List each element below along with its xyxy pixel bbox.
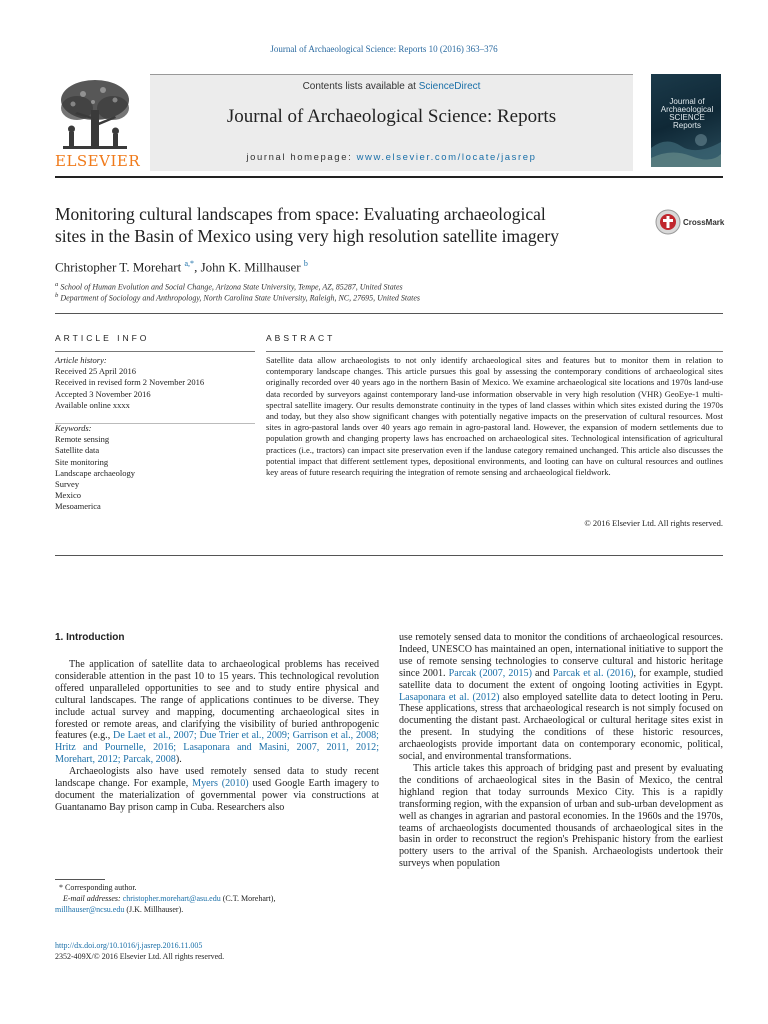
journal-title: Journal of Archaeological Science: Reports [226, 106, 557, 127]
doi-link[interactable]: http://dx.doi.org/10.1016/j.jasrep.2016.11.005 [55, 941, 203, 950]
article-info-heading: ARTICLE INFO [55, 333, 150, 343]
paragraph [55, 766, 379, 814]
text-run: , for example, studied satellite data to document the extent of ongoing looting activities in Egypt. [399, 667, 723, 691]
text-run: Archaeologists also have used remotely sensed data to study recent landscape change. For example, [55, 766, 379, 790]
sciencedirect-link[interactable]: ScienceDirect [418, 81, 481, 92]
homepage-link[interactable]: www.elsevier.com/locate/jasrep [356, 152, 537, 163]
citation-link[interactable]: Myers (2010) [192, 778, 249, 790]
abstract-rule [266, 351, 723, 352]
affiliation-mark: a [55, 281, 59, 288]
crossmark-icon[interactable] [655, 209, 681, 240]
keyword-item: Mexico [55, 490, 81, 501]
body-rule [55, 555, 723, 556]
keyword-item: Remote sensing [55, 434, 110, 445]
affiliation-text: Department of Sociology and Anthropology, North Carolina State University, Raleigh, NC, 27695, United States [60, 293, 421, 303]
citation-link[interactable]: Lasaponara et al. (2012) [399, 691, 500, 703]
cover-title-line: Journal of [669, 97, 705, 106]
section-rule [55, 313, 723, 314]
author-name: Christopher T. Morehart [55, 259, 182, 275]
cover-title [653, 98, 721, 130]
corresponding-author-note [55, 882, 379, 893]
tree-icon [55, 74, 135, 154]
citation-link[interactable]: De Laet et al., 2007; Due Trier et al., 2009; Garrison et al., 2008; Hritz and Pournelle, 2016; Lasaponara and Masini, 2007, 2011, 2012; Morehart, 2012; Parcak, 2008 [55, 730, 379, 766]
author-list [55, 259, 308, 275]
body-column-left [55, 659, 379, 814]
history-item: Available online xxxx [55, 399, 130, 410]
article-title [55, 203, 635, 247]
email-note [55, 893, 379, 904]
history-heading: Article history: [55, 355, 107, 365]
affiliation-mark: b [55, 292, 59, 299]
journal-reference[interactable]: Journal of Archaeological Science: Reports 10 (2016) 363–376 [270, 44, 498, 54]
article-info-rule [55, 351, 255, 352]
paragraph: This article takes this approach of bridging past and present by evaluating the conditions of archaeological sites in the Basin of Mexico, the central highland region that today surrounds Mexico City. This is a rapidly transforming region, with the expansion of urban and sub-urban development as well as changes in agrarian and pastoral economies. In the 1960s and the 1970s, teams of archaeologists documented thousands of archaeological sites in the basin in order to reconstruct the region's Prehispanic history from the earliest pottery users to the arrival of the Spanish. Archaeologists undertook their surveys when population [399, 762, 723, 870]
footnote-text: Corresponding author. [65, 883, 137, 892]
author-name: John K. Millhauser [200, 259, 301, 275]
cover-title-line: Reports [672, 121, 701, 130]
text-run: also employed satellite data to detect looting in Peru. These applications, stress that archaeological research is not simply focused on documenting the distant past. Archaeological or cultural heritage sites exist in the present. In studying the conditions of these historic resources, archaeologists provide important data on contemporary economic, political, social, and environmental transformations. [399, 691, 723, 763]
author-affiliation-mark[interactable]: b [303, 259, 308, 268]
title-line: sites in the Basin of Mexico using very high resolution satellite imagery [55, 226, 560, 246]
homepage-prefix: journal homepage: [246, 152, 357, 163]
keyword-item: Site monitoring [55, 456, 109, 467]
affiliation-b [55, 292, 420, 303]
text-run: ). [175, 754, 182, 766]
elsevier-wordmark: ELSEVIER [55, 152, 141, 170]
email-note [55, 904, 379, 915]
history-item: Accepted 3 November 2016 [55, 388, 151, 399]
keywords-heading: Keywords: [55, 423, 92, 433]
issn-copyright: 2352-409X/© 2016 Elsevier Ltd. All rights reserved. [55, 952, 225, 961]
affiliation-text: School of Human Evolution and Social Change, Arizona State University, Tempe, AZ, 85287, United States [60, 282, 403, 292]
text-run: used Google Earth imagery to document the materialization of governmental power via constructions at Guantanamo Bay prison camp in Cuba. Researchers also [55, 778, 379, 813]
title-line: Monitoring cultural landscapes from space: Evaluating archaeological [55, 204, 546, 224]
keyword-item: Survey [55, 479, 80, 490]
body-column-right [399, 632, 723, 870]
history-item: Received 25 April 2016 [55, 366, 136, 377]
email-owner: (J.K. Millhauser). [124, 905, 184, 914]
cover-title-line: Archaeological [660, 105, 714, 114]
cover-title-line: SCIENCE [669, 113, 705, 122]
crossmark-label[interactable]: CrossMark [683, 218, 725, 227]
abstract-text: Satellite data allow archaeologists to not only identify archaeological sites and features but to monitor them in relation to contemporary landscape changes. This article pursues this goal by assessing the contemporary conditions of archaeological sites originally recorded over 40 years ago in the northern Basin of Mexico. We examine archaeological site locations and 1970s land-use data recorded by surveyors against contemporary land-use information observable in very high resolution (VHR) GeoEye-1 multi-spectral satellite imagery. Our results demonstrate continuity in the types of land classes within which sites existed during the 1970s and today, but they also show significant changes with potentially negative impacts on the preservation of cultural resources. Most sites in agro-pastoral lands over 40 years ago remain in agro-pastoral land. However, the expansion of modern settlements due to population growth and changing property laws has encroached on archaeological sites. Technological intensification of agricultural practices (i.e., tractors) can impact site preservation even if the landuse category remained unchanged. This article also discusses the potential impact that different settlement types, depositional environments, and looting can have on cultural resources and outlines key areas of future research requiring the integration of remote sensing and archaeological fieldwork. [266, 355, 723, 478]
footnotes [55, 882, 379, 915]
keyword-item: Mesoamerica [55, 501, 101, 512]
keyword-item: Landscape archaeology [55, 467, 135, 478]
email-label: E-mail addresses: [63, 894, 123, 903]
header-rule [55, 176, 723, 178]
text-run: and [531, 667, 553, 679]
paragraph [399, 632, 723, 763]
citation-link[interactable]: Parcak (2007, 2015) [448, 667, 532, 679]
email-link[interactable]: millhauser@ncsu.edu [55, 905, 125, 914]
footnote-mark: * [59, 883, 63, 892]
text-run: use remotely sensed data to monitor the conditions of archaeological resources. Indeed, UNESCO has maintained an open, international initiative to support the use of remote sensing technologies to conserve cultural and historic heritage since 2001. [399, 632, 723, 679]
article-history [55, 355, 255, 411]
affiliation-a [55, 281, 403, 292]
footnote-rule [55, 879, 105, 880]
text-run: The application of satellite data to archaeological problems has received considerable attention in the past 10 to 15 years. This technological revolution offered unparalleled opportunities to see and to study entire physical and cultural landscapes. The range of applications continues to be diverse. They include actual survey and mapping, documenting archaeological sites in forested or remote areas, and clarifying the visibility of buried anthropogenic features (e.g., [55, 659, 379, 742]
keywords [55, 423, 255, 513]
homepage-line [150, 152, 633, 163]
cover-image [651, 128, 721, 167]
keyword-item: Satellite data [55, 445, 100, 456]
contents-prefix: Contents lists available at [302, 81, 419, 92]
doi-block [55, 940, 379, 962]
abstract-copyright: © 2016 Elsevier Ltd. All rights reserved. [584, 518, 723, 528]
citation-link[interactable]: Parcak et al. (2016) [552, 667, 634, 679]
contents-line [150, 81, 633, 92]
history-item: Received in revised form 2 November 2016 [55, 377, 205, 388]
author-affiliation-mark[interactable]: a,* [184, 259, 195, 268]
email-owner: (C.T. Morehart), [220, 894, 276, 903]
email-link[interactable]: christopher.morehart@asu.edu [122, 894, 221, 903]
paragraph [55, 659, 379, 766]
introduction-heading: 1. Introduction [55, 632, 125, 643]
author-separator: , [194, 259, 201, 275]
abstract-heading: ABSTRACT [266, 333, 336, 343]
